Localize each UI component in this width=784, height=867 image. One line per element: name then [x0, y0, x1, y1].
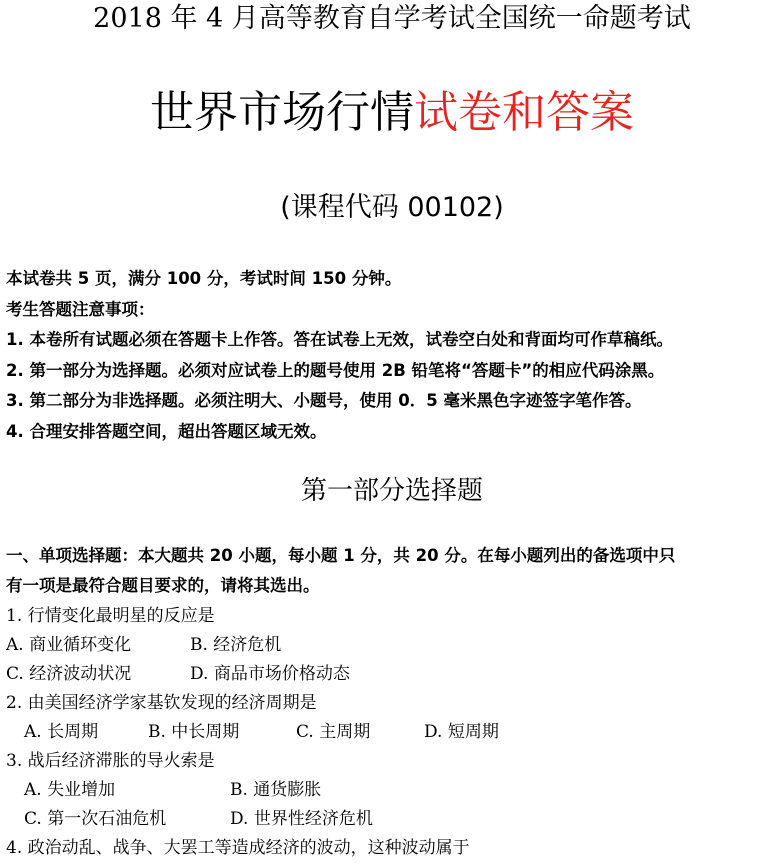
- notes-line: 2. 第一部分为选择题。必须对应试卷上的题号使用 2B 铅笔将“答题卡”的相应代码涂黑。: [6, 360, 665, 380]
- option: A. 商业循环变化: [6, 635, 132, 655]
- option: D. 世界性经济危机: [230, 809, 373, 829]
- course-code: (课程代码 00102): [280, 192, 504, 223]
- option: C. 经济波动状况: [6, 664, 132, 684]
- notes-line: 3. 第二部分为非选择题。必须注明大、小题号，使用 0．5 毫米黑色字迹签字笔作答。: [6, 391, 642, 410]
- option-row: [6, 660, 778, 689]
- exam-title: 2018 年 4 月高等教育自学考试全国统一命题考试: [93, 3, 691, 34]
- question-stem: 3. 战后经济滞胀的导火索是: [6, 751, 215, 771]
- section-heading: 第一部分选择题: [300, 476, 483, 506]
- instruction-line: 有一项是最符合题目要求的，请将其选出。: [6, 576, 320, 595]
- question-stem: 4. 政治动乱、战争、大罢工等造成经济的波动，这种波动属于: [6, 838, 470, 858]
- option: B. 通货膨胀: [230, 780, 322, 800]
- option-row: [6, 776, 778, 805]
- option: A. 失业增加: [24, 780, 116, 800]
- option: B. 中长周期: [148, 722, 240, 742]
- instruction-line: 一、单项选择题：本大题共 20 小题，每小题 1 分，共 20 分。在每小题列出的备选项中只: [6, 546, 676, 565]
- notes-line: 本试卷共 5 页，满分 100 分，考试时间 150 分钟。: [6, 269, 402, 288]
- notes-line: 4. 合理安排答题空间，超出答题区域无效。: [6, 421, 327, 441]
- option: B. 经济危机: [190, 635, 282, 655]
- question-stem: 1. 行情变化最明星的反应是: [6, 606, 215, 626]
- paper-title-subject: 世界市场行情: [150, 87, 414, 138]
- option: D. 短周期: [424, 722, 499, 742]
- paper-title-highlight: 试卷和答案: [414, 87, 634, 138]
- notes-line: 考生答题注意事项：: [6, 299, 155, 319]
- section-instruction: [6, 541, 778, 601]
- option-row: [6, 718, 778, 747]
- option: A. 长周期: [24, 722, 99, 742]
- notes-line: 1. 本卷所有试题必须在答题卡上作答。答在试卷上无效，试卷空白处和背面均可作草稿纸。: [6, 330, 673, 349]
- option-row: [6, 631, 778, 660]
- option: D. 商品市场价格动态: [190, 664, 350, 684]
- option: C. 第一次石油危机: [24, 809, 167, 829]
- paper-title: [0, 85, 784, 141]
- question-list: [6, 602, 778, 863]
- question-stem: 2. 由美国经济学家基钦发现的经济周期是: [6, 693, 317, 713]
- option: C. 主周期: [296, 722, 371, 742]
- option-row: [6, 805, 778, 834]
- exam-notes: [6, 264, 778, 447]
